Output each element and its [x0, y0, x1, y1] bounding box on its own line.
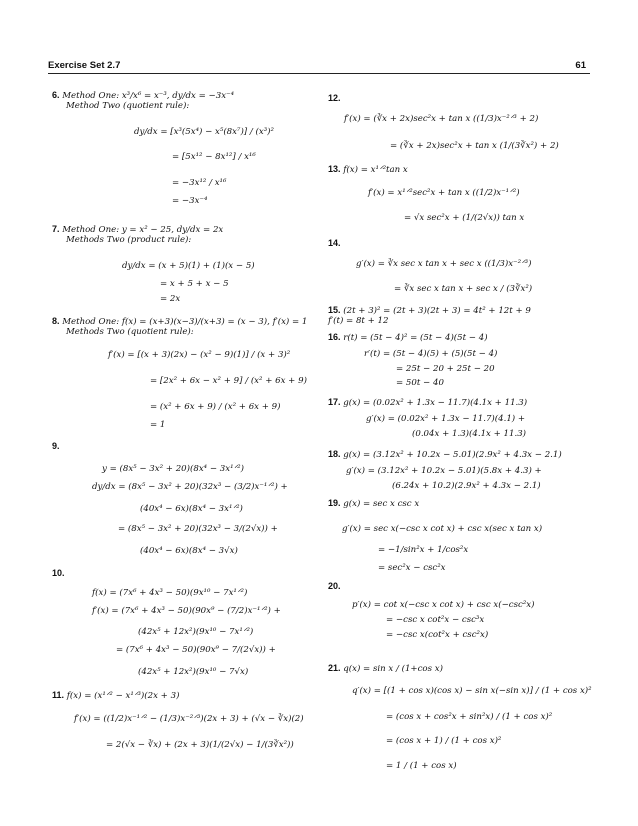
solution-line-n11	[52, 690, 179, 702]
solution-line-n10	[52, 568, 65, 580]
solution-line-n19	[328, 498, 419, 510]
math-expression: (6.24x + 10.2)(2.9x² + 4.3x − 2.1)	[392, 481, 541, 491]
solution-line-r21e	[386, 761, 457, 772]
math-expression: g′(x) = ∛x sec x tan x + sec x ((1/3)x⁻²ᐟ³)	[356, 259, 532, 269]
solution-line-n8	[52, 316, 307, 328]
math-expression: dy/dx = (8x⁵ − 3x² + 20)(32x³ − (3/2)x⁻¹ᐟ²) +	[92, 482, 288, 492]
solution-line-n9	[52, 441, 60, 453]
exercise-number: 15.	[328, 305, 341, 315]
solution-line-r13c	[404, 213, 524, 224]
solution-line-r18b	[346, 466, 542, 477]
exercise-number: 20.	[328, 581, 341, 591]
solution-line-n6	[52, 90, 234, 102]
math-expression: = (cos x + 1) / (1 + cos x)²	[386, 736, 502, 746]
solution-line-l8b	[66, 327, 194, 338]
math-expression: Methods Two (product rule):	[66, 235, 192, 245]
math-expression: f′(x) = x¹ᐟ²sec²x + tan x ((1/2)x⁻¹ᐟ²)	[368, 188, 520, 198]
solution-line-n13	[328, 164, 408, 176]
solution-line-r18c	[392, 481, 541, 492]
math-expression: = −1/sin²x + 1/cos²x	[378, 545, 469, 555]
math-expression: = −3x⁻⁴	[172, 196, 208, 206]
solution-line-r16b	[364, 349, 497, 360]
solution-line-l6b	[66, 101, 189, 112]
solution-line-l11c	[106, 740, 294, 751]
math-expression: (2t + 3)² = (2t + 3)(2t + 3) = 4t² + 12t + 9	[343, 306, 531, 316]
solution-line-l10d	[116, 645, 276, 656]
solution-line-l10c	[138, 627, 253, 638]
math-expression: = −csc x(cot²x + csc²x)	[386, 630, 489, 640]
math-expression: g(x) = sec x csc x	[343, 499, 420, 509]
page-number: 61	[575, 60, 586, 71]
solution-line-r19c	[378, 545, 468, 556]
math-expression: f(x) = (x¹ᐟ² − x¹ᐟ³)(2x + 3)	[66, 691, 180, 701]
math-expression: dy/dx = [x³(5x⁴) − x⁵(8x⁷)] / (x³)²	[134, 127, 274, 137]
header-rule	[48, 73, 590, 74]
math-expression: (42x⁵ + 12x²)(9x¹⁰ − 7x¹ᐟ²)	[138, 627, 254, 637]
math-expression: = 50t − 40	[396, 378, 444, 388]
math-expression: dy/dx = (x + 5)(1) + (1)(x − 5)	[122, 261, 255, 271]
exercise-number: 6.	[52, 90, 60, 100]
solution-line-r16c	[396, 364, 495, 375]
solution-line-l7d	[160, 279, 229, 290]
solution-line-l10a	[92, 588, 247, 599]
solution-line-l7b	[66, 235, 191, 246]
solution-line-l9c	[140, 504, 243, 515]
math-expression: (42x⁵ + 12x²)(9x¹⁰ − 7√x)	[138, 667, 249, 677]
solution-line-l7c	[122, 261, 255, 272]
math-expression: Method One: x³/x⁶ = x⁻³, dy/dx = −3x⁻⁴	[62, 91, 235, 101]
math-expression: f(x) = (7x⁶ + 4x³ − 50)(9x¹⁰ − 7x¹ᐟ²)	[92, 588, 248, 598]
exercise-number: 18.	[328, 449, 341, 459]
solution-line-l8e	[150, 402, 281, 413]
solution-line-n14	[328, 238, 341, 250]
solution-line-r21b	[352, 686, 592, 697]
solution-line-r14b	[394, 284, 532, 295]
solution-line-l8c	[108, 350, 290, 361]
math-expression: = −csc x cot²x − csc³x	[386, 615, 485, 625]
exercise-number: 21.	[328, 663, 341, 673]
math-expression: f(x) = x¹ᐟ²tan x	[343, 165, 408, 175]
math-expression: (40x⁴ − 6x)(8x⁴ − 3x¹ᐟ²)	[140, 504, 243, 514]
math-expression: r′(t) = (5t − 4)(5) + (5)(5t − 4)	[364, 349, 498, 359]
math-expression: Method One: y = x² − 25, dy/dx = 2x	[62, 225, 224, 235]
solution-line-l9b	[92, 482, 288, 493]
math-expression: q′(x) = [(1 + cos x)(cos x) − sin x(−sin x)] / (1 + cos x)²	[352, 686, 592, 696]
math-expression: r(t) = (5t − 4)² = (5t − 4)(5t − 4)	[343, 333, 488, 343]
math-expression: = (8x⁵ − 3x² + 20)(32x³ − 3/(2√x)) +	[118, 524, 278, 534]
exercise-number: 16.	[328, 332, 341, 342]
solution-line-l10e	[138, 667, 248, 678]
exercise-number: 12.	[328, 93, 341, 103]
math-expression: Methods Two (quotient rule):	[66, 327, 194, 337]
solution-line-r17c	[412, 429, 526, 440]
solution-line-r17b	[366, 414, 525, 425]
math-expression: = 1 / (1 + cos x)	[386, 761, 457, 771]
math-expression: = 2x	[160, 294, 181, 304]
solution-line-n15	[328, 305, 531, 317]
solution-line-r20c	[386, 630, 488, 641]
math-expression: = 2(√x − ∛x) + (2x + 3)(1/(2√x) − 1/(3∛x²))	[106, 740, 294, 750]
solution-line-r15b	[328, 316, 388, 327]
solution-line-n21	[328, 663, 443, 675]
solution-line-n12	[328, 93, 341, 105]
math-expression: = [2x² + 6x − x² + 9] / (x² + 6x + 9)	[150, 376, 307, 386]
exercise-number: 19.	[328, 498, 341, 508]
exercise-number: 14.	[328, 238, 341, 248]
solution-line-r12a	[344, 114, 538, 125]
solution-line-r20b	[386, 615, 484, 626]
math-expression: g′(x) = (0.02x² + 1.3x − 11.7)(4.1) +	[366, 414, 526, 424]
solution-line-l6c	[134, 127, 274, 138]
math-expression: = ∛x sec x tan x + sec x / (3∛x²)	[394, 284, 533, 294]
exercise-number: 7.	[52, 224, 60, 234]
solution-line-l8d	[150, 376, 307, 387]
exercise-number: 11.	[52, 690, 65, 700]
math-expression: = x + 5 + x − 5	[160, 279, 229, 289]
solution-line-r19b	[342, 524, 542, 535]
math-expression: = (cos x + cos²x + sin²x) / (1 + cos x)²	[386, 712, 553, 722]
solution-line-r19d	[378, 563, 446, 574]
solution-line-n20	[328, 581, 341, 593]
solution-line-n16	[328, 332, 488, 344]
math-expression: Method Two (quotient rule):	[66, 101, 190, 111]
solution-line-l7e	[160, 294, 180, 305]
solution-line-r21c	[386, 712, 552, 723]
exercise-number: 17.	[328, 397, 341, 407]
math-expression: y = (8x⁵ − 3x² + 20)(8x⁴ − 3x¹ᐟ²)	[102, 464, 244, 474]
math-expression: (40x⁴ − 6x)(8x⁴ − 3√x)	[140, 546, 238, 556]
math-expression: = (x² + 6x + 9) / (x² + 6x + 9)	[150, 402, 281, 412]
math-expression: = [5x¹² − 8x¹²] / x¹⁶	[172, 152, 256, 162]
math-expression: f′(x) = (∛x + 2x)sec²x + tan x ((1/3)x⁻²ᐟ³ + 2)	[344, 114, 539, 124]
math-expression: f′(x) = (7x⁶ + 4x³ − 50)(90x⁹ − (7/2)x⁻¹ᐟ²) +	[92, 606, 281, 616]
solution-line-r12b	[390, 141, 559, 152]
solution-line-l9e	[140, 546, 238, 557]
math-expression: f′(x) = [(x + 3)(2x) − (x² − 9)(1)] / (x + 3)²	[108, 350, 291, 360]
solution-line-l11b	[74, 714, 304, 725]
math-expression: = (7x⁶ + 4x³ − 50)(90x⁹ − 7/(2√x)) +	[116, 645, 276, 655]
math-expression: g′(x) = sec x(−csc x cot x) + csc x(sec x tan x)	[342, 524, 543, 534]
exercise-number: 9.	[52, 441, 60, 451]
math-expression: f′(x) = ((1/2)x⁻¹ᐟ² − (1/3)x⁻²ᐟ³)(2x + 3) + (√x − ∛x)(2)	[74, 714, 304, 724]
solution-line-n17	[328, 397, 527, 409]
solution-line-r21d	[386, 736, 501, 747]
exercise-number: 8.	[52, 316, 60, 326]
math-expression: p′(x) = cot x(−csc x cot x) + csc x(−csc²x)	[352, 600, 535, 610]
exercise-number: 10.	[52, 568, 65, 578]
solution-line-l6f	[172, 196, 207, 207]
solution-line-l9d	[118, 524, 278, 535]
solution-line-n18	[328, 449, 562, 461]
running-header-title: Exercise Set 2.7	[48, 60, 121, 71]
math-expression: g(x) = (0.02x² + 1.3x − 11.7)(4.1x + 11.3)	[343, 398, 528, 408]
solution-line-r16d	[396, 378, 444, 389]
math-expression: = 25t − 20 + 25t − 20	[396, 364, 495, 374]
solution-line-l6d	[172, 152, 256, 163]
math-expression: Method One: f(x) = (x+3)(x−3)/(x+3) = (x − 3), f′(x) = 1	[62, 317, 308, 327]
solution-line-l9a	[102, 464, 244, 475]
solution-line-l10b	[92, 606, 281, 617]
math-expression: = 1	[150, 420, 166, 430]
math-expression: f′(t) = 8t + 12	[328, 316, 389, 326]
exercise-number: 13.	[328, 164, 341, 174]
math-expression: = (∛x + 2x)sec²x + tan x (1/(3∛x²) + 2)	[390, 141, 559, 151]
solution-line-l8f	[150, 420, 165, 431]
math-expression: = sec²x − csc²x	[378, 563, 446, 573]
math-expression: = √x sec²x + (1/(2√x)) tan x	[404, 213, 525, 223]
math-expression: g(x) = (3.12x² + 10.2x − 5.01)(2.9x² + 4.3x − 2.1)	[343, 450, 562, 460]
solution-line-r13b	[368, 188, 520, 199]
solution-line-l6e	[172, 178, 226, 189]
solution-line-n7	[52, 224, 223, 236]
math-expression: (0.04x + 1.3)(4.1x + 11.3)	[412, 429, 527, 439]
solution-line-r20a	[352, 600, 534, 611]
math-expression: g′(x) = (3.12x² + 10.2x − 5.01)(5.8x + 4.3) +	[346, 466, 542, 476]
math-expression: q(x) = sin x / (1+cos x)	[343, 664, 443, 674]
math-expression: = −3x¹² / x¹⁶	[172, 178, 227, 188]
solution-line-r14a	[356, 259, 531, 270]
